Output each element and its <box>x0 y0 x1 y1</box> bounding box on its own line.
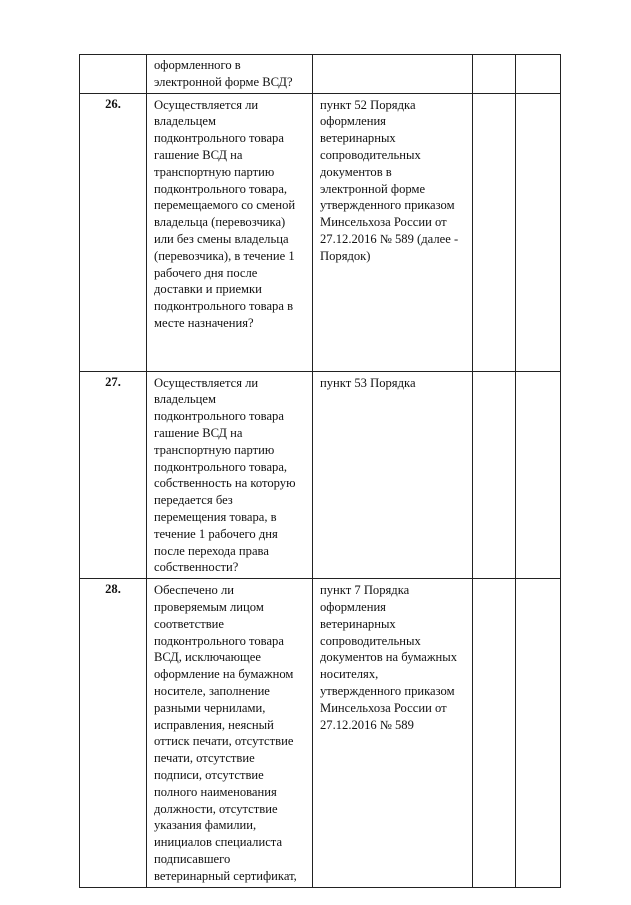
checklist-table <box>79 54 561 888</box>
question-text: Осуществляется ли владельцем подконтрольного товара гашение ВСД на транспортную партию подконтрольного товара, перемещаемого со сменой владельца (перевозчика) или без смены владельца (перевозчика), в течение 1 рабочего дня после доставки и приемки подконтрольного товара в месте назначения? <box>154 97 296 330</box>
row-number <box>80 55 147 94</box>
table-row <box>80 55 561 94</box>
row-number: 26. <box>80 93 147 371</box>
question-text: Обеспечено ли проверяемым лицом соответствие подконтрольного товара ВСД, исключающее оформление на бумажном носителе, заполнение разными чернилами, исправления, неясный оттиск печати, отсутствие печати, отсутствие подписи, отсутствие полного наименования должности, отсутствие указания фамилии, инициалов специалиста подписавшего ветеринарный сертификат, <box>154 583 297 883</box>
table-row <box>80 371 561 579</box>
row-number: 27. <box>80 371 147 579</box>
empty-cell <box>516 579 561 887</box>
reference-text: пункт 53 Порядка <box>320 375 416 390</box>
row-number: 28. <box>80 579 147 887</box>
reference-cell <box>313 93 473 371</box>
empty-cell <box>473 93 516 371</box>
empty-cell <box>516 93 561 371</box>
table-row <box>80 579 561 887</box>
reference-text <box>313 55 472 60</box>
reference-cell <box>313 55 473 94</box>
reference-cell <box>313 579 473 887</box>
question-cell <box>147 579 313 887</box>
question-cell <box>147 371 313 579</box>
question-cell <box>147 93 313 371</box>
reference-cell <box>313 371 473 579</box>
table-row <box>80 93 561 371</box>
empty-cell <box>516 55 561 94</box>
question-text: Осуществляется ли владельцем подконтрольного товара гашение ВСД на транспортную партию подконтрольного товара, собственность на которую передается без перемещения товара, в течение 1 рабочего дня после перехода права собственности? <box>154 375 296 575</box>
question-text: оформленного в электронной форме ВСД? <box>154 58 293 89</box>
empty-cell <box>473 55 516 94</box>
empty-cell <box>473 579 516 887</box>
empty-cell <box>516 371 561 579</box>
empty-cell <box>473 371 516 579</box>
reference-text: пункт 7 Порядка оформления ветеринарных сопроводительных документов на бумажных носителях, утвержденного приказом Минсельхоза России от 27.12.2016 № 589 <box>320 583 458 732</box>
question-cell <box>147 55 313 94</box>
reference-text: пункт 52 Порядка оформления ветеринарных сопроводительных документов в электронной форме утвержденного приказом Минсельхоза России от 27.12.2016 № 589 (далее - Порядок) <box>320 97 459 263</box>
